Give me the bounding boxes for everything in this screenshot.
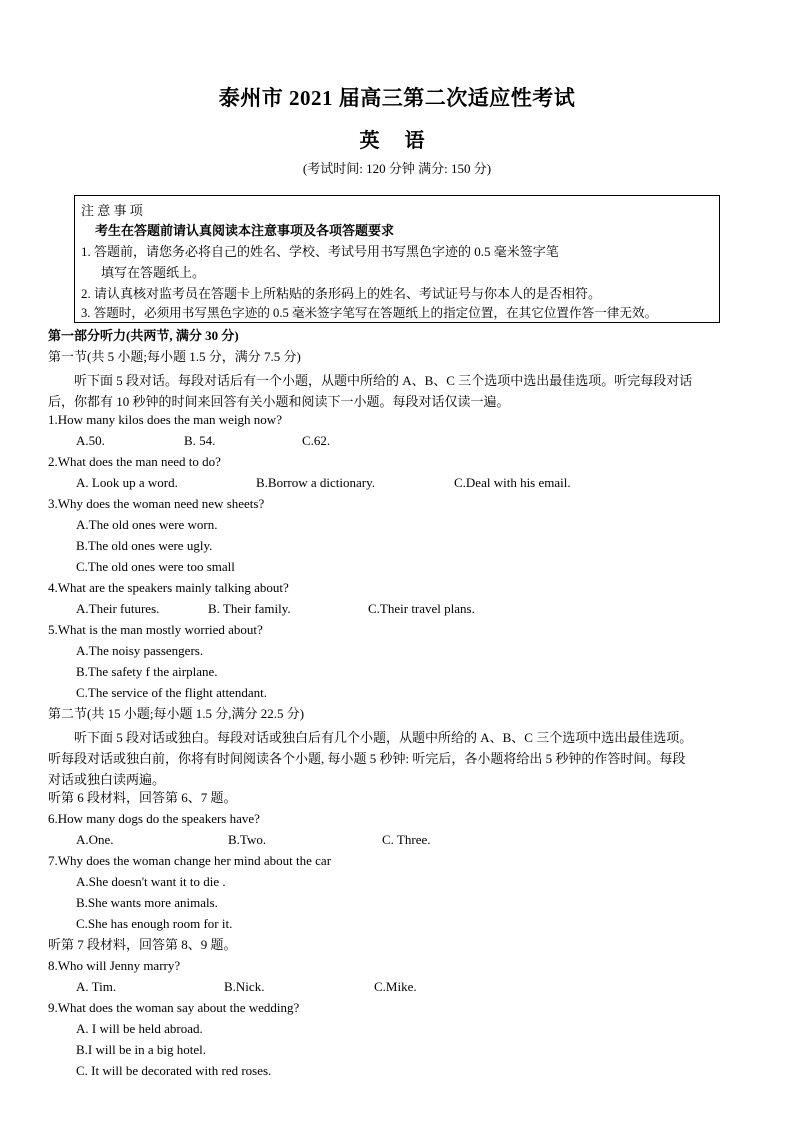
material-7-instruction: 听第 7 段材料，回答第 8、9 题。 <box>48 937 237 952</box>
notice-item-2: 2. 请认真核对监考员在答题卡上所粘贴的条形码上的姓名、考试证号与你本人的是否相符。 <box>81 286 602 301</box>
question-7-option-c: C.She has enough room for it. <box>76 916 233 931</box>
question-7-stem: 7.Why does the woman change her mind about the car <box>48 853 332 868</box>
question-6-stem: 6.How many dogs do the speakers have? <box>48 811 260 826</box>
section1-heading: 第一节(共 5 小题;每小题 1.5 分，满分 7.5 分) <box>48 349 301 364</box>
question-7-option-b: B.She wants more animals. <box>76 895 218 910</box>
question-9-stem: 9.What does the woman say about the wedding? <box>48 1000 300 1015</box>
notice-box <box>74 195 720 323</box>
question-1-option-c: C.62. <box>302 433 331 448</box>
question-8-option-b: B.Nick. <box>224 979 265 994</box>
question-4-stem: 4.What are the speakers mainly talking about? <box>48 580 289 595</box>
question-7-option-a: A.She doesn't want it to die . <box>76 874 226 889</box>
question-2-option-b: B.Borrow a dictionary. <box>256 475 376 490</box>
exam-title: 泰州市 2021 届高三第二次适应性考试 <box>218 86 576 110</box>
question-5-option-a: A.The noisy passengers. <box>76 643 204 658</box>
question-8-option-a: A. Tim. <box>76 979 117 994</box>
part1-heading: 第一部分听力(共两节, 满分 30 分) <box>48 328 239 343</box>
question-6-option-c: C. Three. <box>382 832 431 847</box>
section1-instructions-line1: 听下面 5 段对话。每段对话后有一个小题，从题中所给的 A、B、C 三个选项中选出最佳选项。听完每段对话 <box>74 373 693 388</box>
section2-instructions-line1: 听下面 5 段对话或独白。每段对话或独白后有几个小题，从题中所给的 A、B、C 三个选项中选出最佳选项。 <box>74 730 693 745</box>
question-2-stem: 2.What does the man need to do? <box>48 454 221 469</box>
notice-item-1: 1. 答题前，请您务必将自己的姓名、学校、考试号用书写黑色字迹的 0.5 毫米签字笔 <box>81 244 559 259</box>
notice-heading: 注 意 事 项 <box>81 203 143 218</box>
question-2-option-a: A. Look up a word. <box>76 475 178 490</box>
question-6-option-a: A.One. <box>76 832 114 847</box>
question-5-stem: 5.What is the man mostly worried about? <box>48 622 263 637</box>
question-1-option-b: B. 54. <box>184 433 216 448</box>
question-3-option-b: B.The old ones were ugly. <box>76 538 213 553</box>
question-4-option-a: A.Their futures. <box>76 601 160 616</box>
question-9-option-c: C. It will be decorated with red roses. <box>76 1063 272 1078</box>
question-4-option-c: C.Their travel plans. <box>368 601 475 616</box>
question-8-option-c: C.Mike. <box>374 979 417 994</box>
notice-subheading: 考生在答题前请认真阅读本注意事项及各项答题要求 <box>95 223 395 238</box>
question-4-option-b: B. Their family. <box>208 601 291 616</box>
question-3-option-a: A.The old ones were worn. <box>76 517 218 532</box>
notice-item-1-cont: 填写在答题纸上。 <box>101 265 206 280</box>
question-9-option-b: B.I will be in a big hotel. <box>76 1042 206 1057</box>
question-8-stem: 8.Who will Jenny marry? <box>48 958 181 973</box>
question-1-stem: 1.How many kilos does the man weigh now? <box>48 412 282 427</box>
question-9-option-a: A. I will be held abroad. <box>76 1021 203 1036</box>
question-5-option-b: B.The safety f the airplane. <box>76 664 218 679</box>
subject-title: 英 语 <box>359 130 435 152</box>
exam-info: (考试时间: 120 分钟 满分: 150 分) <box>302 161 492 176</box>
question-3-stem: 3.Why does the woman need new sheets? <box>48 496 265 511</box>
question-1-option-a: A.50. <box>76 433 105 448</box>
section2-heading: 第二节(共 15 小题;每小题 1.5 分,满分 22.5 分) <box>48 706 305 721</box>
section2-instructions-line3: 对话或独白读两遍。 <box>48 772 166 787</box>
section1-instructions-line2: 后，你都有 10 秒钟的时间来回答有关小题和阅读下一小题。每段对话仅读一遍。 <box>48 394 510 409</box>
question-6-option-b: B.Two. <box>228 832 267 847</box>
question-3-option-c: C.The old ones were too small <box>76 559 235 574</box>
material-6-instruction: 听第 6 段材料，回答第 6、7 题。 <box>48 790 237 805</box>
section2-instructions-line2: 听每段对话或独白前，你将有时间阅读各个小题, 每小题 5 秒钟: 听完后，各小题将给出 5 秒钟的作答时间。每段 <box>48 751 686 766</box>
question-5-option-c: C.The service of the flight attendant. <box>76 685 267 700</box>
notice-item-3: 3. 答题时，必须用书写黑色字迹的 0.5 毫米签字笔写在答题纸上的指定位置，在其它位置作答一律无效。 <box>81 306 658 320</box>
question-2-option-c: C.Deal with his email. <box>454 475 571 490</box>
